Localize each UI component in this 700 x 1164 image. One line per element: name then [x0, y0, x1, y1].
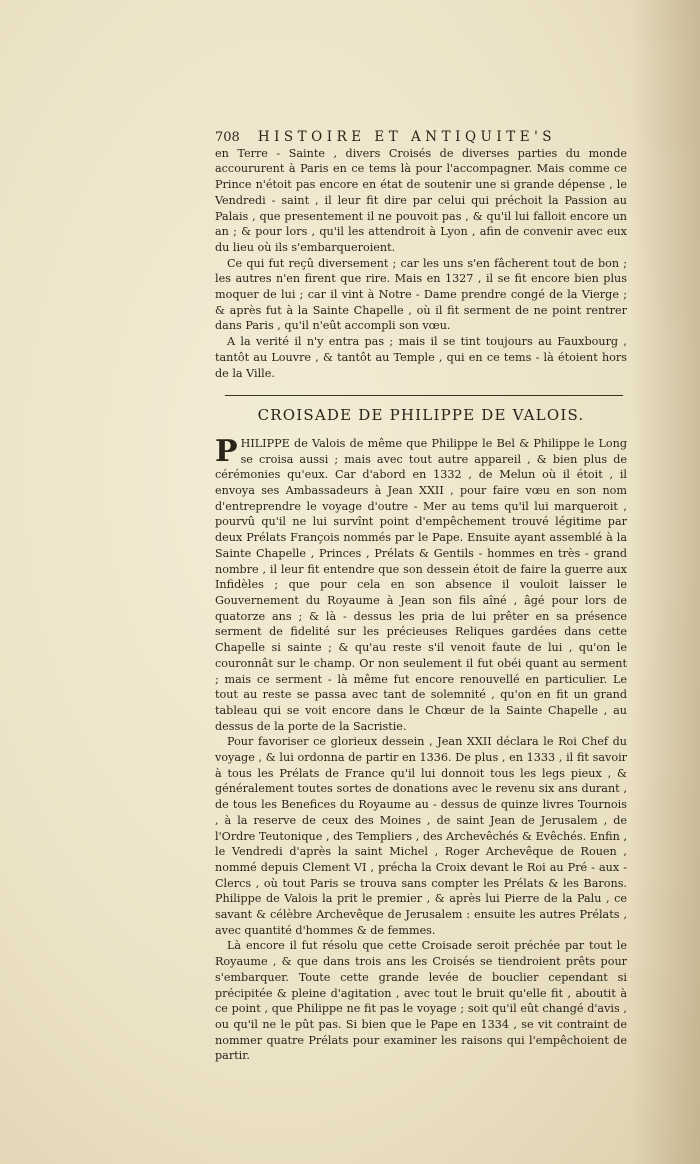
running-title: HISTOIRE ET ANTIQUITE'S: [257, 129, 557, 145]
section-title: CROISADE DE PHILIPPE DE VALOIS.: [257, 406, 585, 425]
paragraph: Pour favoriser ce glorieux dessein , Jean XXII déclara le Roi Chef du voyage , & lui ordonna de partir en 1336. De plus , en 1333 , il fit savoir à tous les Prélats de France qu'il lui donnoit tous les legs pieux , & généralement toutes sortes de donations avec le revenu six ans durant , de tous les Benefices du Royaume au - dessus de quinze livres Tournois , à la reserve de ceux des Moines , de saint Jean de Jerusalem , de l'Ordre Teutonique , des Templiers , des Archevêchés & Evêchés. Enfin , le Vendredi d'après la saint Michel , Roger Archevêque de Rouen , nommé depuis Clement VI , précha la Croix devant le Roi au Pré - aux - Clercs , où tout Paris se trouva sans compter les Prélats & les Barons. Philippe de Valois la prit le premier , & après lui Pierre de la Palu , ce savant & célèbre Archevêque de Jerusalem : ensuite les autres Prélats , avec quantité d'hommes & de femmes.: [215, 735, 627, 937]
first-paragraph-text: HILIPPE de Valois de même que Philippe le Bel & Philippe le Long se croisa aussi ; mais avec tout autre appareil , & bien plus de cérémonies qu'eux. Car d'abord en 1332 , de Melun où il étoit , il envoya ses Ambassadeurs à Jean XXII , pour faire vœu en son nom d'entreprendre le voyage d'outre - Mer au tems qu'il lui marqueroit , pourvû qu'il ne lui survînt point d'empêchement trouvé légitime par deux Prélats François nommés par le Pape. Ensuite ayant assemblé à la Sainte Chapelle , Princes , Prélats & Gentils - hommes en très - grand nombre , il leur fit entendre que son dessein étoit de faire la guerre aux Infidèles ; que pour cela en son absence il vouloit laisser le Gouvernement du Royaume à Jean son fils aîné , âgé pour lors de quatorze ans ; & là - dessus les pria de lui prêter en sa présence serment de fidelité sur les précieuses Reliques gardées dans cette Chapelle si sainte ; & qu'au reste s'il venoit faute de lui , qu'on le couronnât sur le champ. Or non seulement il fut obéi quant au serment ; mais ce serment - là même fut encore renouvellé en particulier. Le tout au reste se passa avec tant de solemnité , qu'on en fit un grand tableau qui se voit encore dans le Chœur de la Sainte Chapelle , au dessus de la porte de la Sacristie.: [215, 436, 627, 733]
paragraph-continued: en Terre - Sainte , divers Croisés de diverses parties du monde accoururent à Paris en ce tems là pour l'accompagner. Mais comme ce Prince n'étoit pas encore en état de soutenir une si grande dépense , le Vendredi - saint , il leur fit dire par celui qui préchoit la Passion au Palais , que presentement il ne pouvoit pas , & qu'il lui falloit encore un an ; & pour lors , qu'il les attendroit à Lyon , afin de convenir avec eux du lieu où ils s'embarqueroient.: [215, 146, 627, 254]
section-divider: [225, 395, 623, 396]
page-number: 708: [215, 130, 240, 145]
text-column: [215, 130, 627, 1064]
page-edge-shadow: [630, 0, 700, 1164]
drop-cap: P: [215, 433, 238, 469]
paragraph: A la verité il n'y entra pas ; mais il se tint toujours au Fauxbourg , tantôt au Louvre , & tantôt au Temple , qui en ce tems - là étoient hors de la Ville.: [215, 335, 627, 380]
paragraph: Là encore il fut résolu que cette Croisade seroit préchée par tout le Royaume , & que dans trois ans les Croisés se tiendroient prêts pour s'embarquer. Toute cette grande levée de bouclier cependant si précipitée & pleine d'agitation , avec tout le bruit qu'elle fit , aboutit à ce point , que Philippe ne fit pas le voyage ; soit qu'il eût changé d'avis , ou qu'il ne le pût pas. Si bien que le Pape en 1334 , se vit contraint de nommer quatre Prélats pour examiner les raisons qui l'empêchoient de partir.: [215, 939, 627, 1063]
first-paragraph: [215, 433, 627, 734]
paragraph: Ce qui fut reçû diversement ; car les uns s'en fâcherent tout de bon ; les autres n'en firent que rire. Mais en 1327 , il se fit encore bien plus moquer de lui ; car il vint à Notre - Dame prendre congé de la Vierge ; & après fut à la Sainte Chapelle , où il fit serment de ne point rentrer dans Paris , qu'il n'eût accompli son vœu.: [215, 256, 627, 333]
running-head: [215, 130, 627, 146]
